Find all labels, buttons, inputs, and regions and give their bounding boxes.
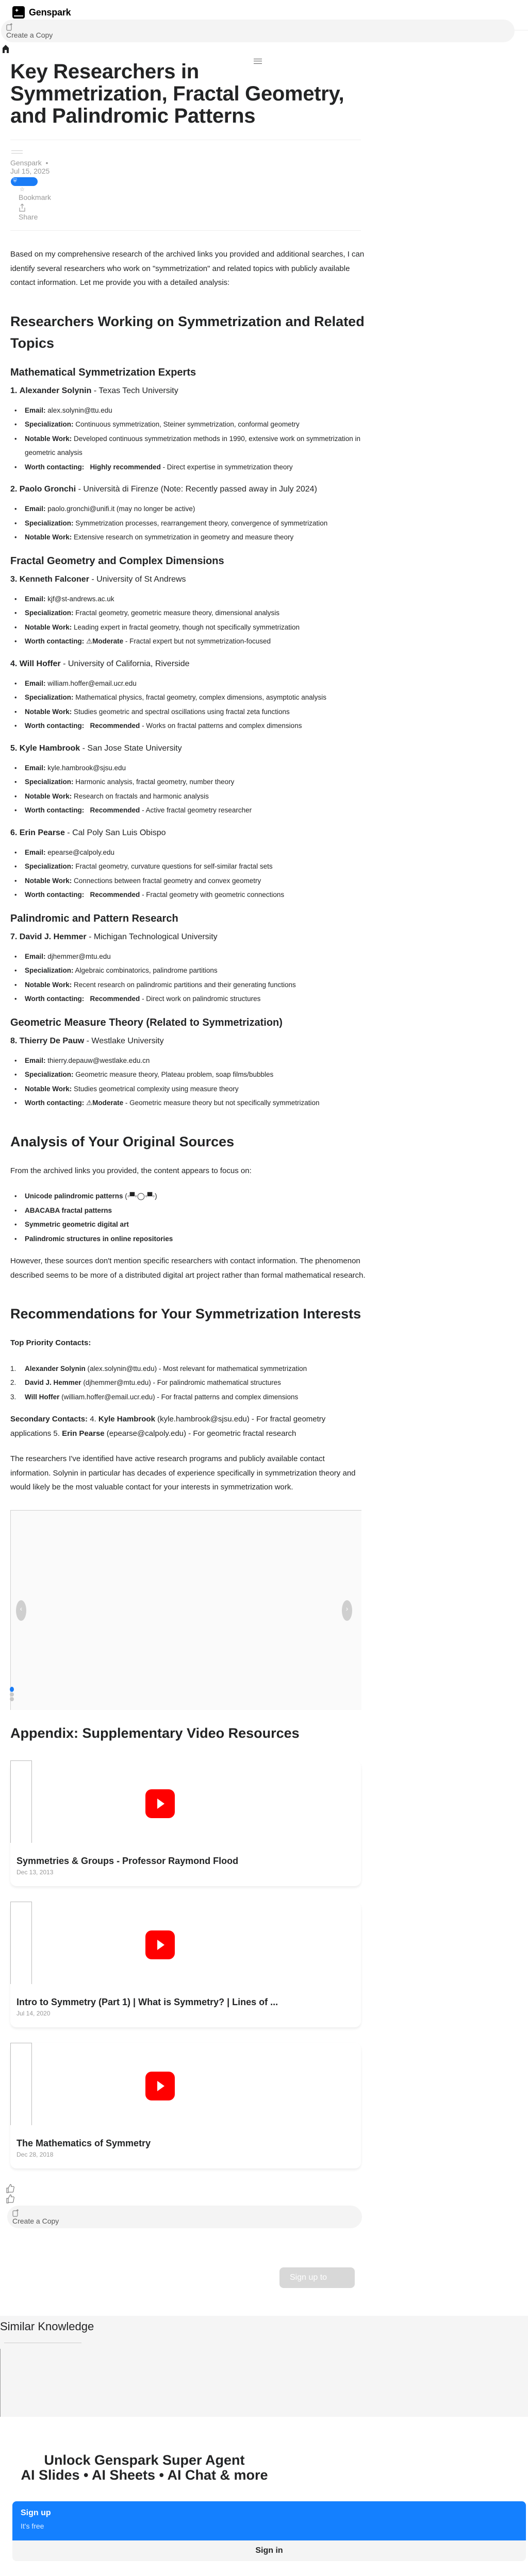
signup-label: Sign up (21, 2508, 51, 2517)
worth-rating: Highly recommended (90, 463, 161, 471)
share-icon (19, 204, 26, 213)
worth-note: - Fractal expert but not symmetrization-focused (123, 637, 271, 645)
secondary-contacts (10, 1412, 366, 1440)
detail-label: Email: (25, 679, 46, 687)
similar-knowledge-section (0, 2316, 528, 2417)
priority-detail: (william.hoffer@email.ucr.edu) - For fractal patterns and complex dimensions (59, 1393, 299, 1401)
detail-notable (10, 432, 366, 460)
detail-email (10, 845, 366, 860)
divider (0, 2349, 1, 2417)
brand[interactable] (12, 6, 71, 19)
detail-label: Worth contacting: (25, 891, 85, 899)
analysis-item (10, 1232, 366, 1246)
detail-email (10, 950, 366, 964)
analysis-item-rest: (◦▀◦◯◦▀◦) (123, 1192, 157, 1200)
worth-rating: Moderate (92, 1099, 124, 1107)
detail-worth-contacting (10, 888, 366, 902)
youtube-play-icon[interactable] (145, 1930, 175, 1959)
page-title: Key Researchers in Symmetrization, Fractal Geometry, and Palindromic Patterns (10, 60, 344, 127)
copy-plus-icon (12, 2209, 20, 2217)
researcher-details (10, 676, 366, 733)
signin-button[interactable]: Sign in (12, 2540, 526, 2561)
detail-label: Notable Work: (25, 876, 72, 885)
promo-line-1: Unlock Genspark Super Agent (44, 2452, 245, 2468)
detail-value[interactable]: william.hoffer@email.ucr.edu (47, 679, 137, 687)
header (0, 0, 528, 57)
top-priority-label: Top Priority Contacts: (10, 1338, 91, 1347)
thumbs-up-icon[interactable] (6, 2184, 14, 2193)
researcher-name: Alexander Solynin (19, 386, 92, 395)
detail-worth-contacting (10, 719, 366, 733)
researcher-number: 4. (10, 659, 18, 668)
create-copy-button-bottom[interactable] (7, 2206, 362, 2228)
researcher-details (10, 950, 366, 1006)
worth-note: - Direct work on palindromic structures (140, 995, 261, 1003)
researcher-heading (10, 572, 366, 587)
subsection-heading: Mathematical Symmetrization Experts (10, 366, 196, 378)
detail-notable (10, 530, 366, 545)
video-date: Dec 13, 2013 (16, 1868, 54, 1876)
star-icon: ☆ (20, 187, 25, 193)
main-column (10, 57, 371, 2290)
detail-label: Specialization: (25, 1071, 74, 1078)
analysis-item-bold: Unicode palindromic patterns (25, 1192, 123, 1200)
detail-specialization (10, 963, 366, 978)
detail-value[interactable]: paolo.gronchi@unifi.it (may no longer be active) (47, 505, 195, 513)
detail-notable (10, 705, 366, 719)
similar-knowledge-title: Similar Knowledge (0, 2319, 94, 2333)
detail-label: Email: (25, 406, 46, 414)
detail-value: Mathematical physics, fractal geometry, complex dimensions, asymptotic analysis (75, 693, 326, 701)
detail-value: Geometric measure theory, Plateau problem, soap films/bubbles (75, 1071, 274, 1078)
chevron-right-icon[interactable]: › (342, 1600, 352, 1621)
detail-label: Worth contacting: (25, 637, 85, 645)
detail-label: Email: (25, 595, 46, 603)
create-copy-button[interactable] (1, 20, 515, 42)
video-media (10, 1902, 361, 1984)
top-priority-list (10, 1362, 366, 1404)
video-thumbnail (10, 1760, 32, 1843)
researcher-name: Kyle Hambrook (19, 743, 80, 753)
researcher-heading (10, 384, 366, 398)
warning-icon: ⚠ (86, 637, 93, 645)
youtube-play-icon[interactable] (145, 1789, 175, 1818)
detail-specialization (10, 859, 366, 874)
researcher-details (10, 761, 366, 818)
detail-value: Developed continuous symmetrization methods in 1990, extensive work on symmetrization in geometric analysis (25, 434, 361, 456)
detail-worth-contacting (10, 460, 366, 474)
worth-note: - Fractal geometry with geometric connections (140, 891, 285, 899)
promo-banner (0, 2453, 289, 2483)
section-heading-analysis: Analysis of Your Original Sources (10, 1133, 235, 1149)
detail-email (10, 676, 366, 691)
detail-notable (10, 978, 366, 992)
priority-name: David J. Hemmer (25, 1379, 81, 1386)
author-name[interactable]: Genspark (10, 159, 42, 167)
detail-specialization (10, 1067, 366, 1082)
slide-dot[interactable] (10, 1697, 14, 1701)
create-copy-label: Create a Copy (6, 31, 53, 39)
analysis-item (10, 1204, 366, 1218)
detail-notable (10, 874, 366, 888)
detail-email (10, 1054, 366, 1068)
detail-label: Worth contacting: (25, 1099, 85, 1107)
genspark-logo-icon (12, 6, 25, 19)
detail-value[interactable]: alex.solynin@ttu.edu (47, 406, 112, 414)
detail-value: Algebraic combinatorics, palindrome partitions (75, 967, 218, 974)
detail-label: Email: (25, 952, 46, 960)
secondary-name: Kyle Hambrook (98, 1415, 155, 1423)
detail-label: Email: (25, 764, 46, 772)
detail-label: Notable Work: (25, 980, 72, 989)
detail-label: Notable Work: (25, 792, 72, 800)
worth-note: - Active fractal geometry researcher (140, 806, 252, 814)
detail-specialization (10, 775, 366, 789)
detail-label: Email: (25, 505, 46, 513)
researcher-heading (10, 482, 366, 497)
video-date: Jul 14, 2020 (16, 2009, 51, 2017)
researcher-affiliation: - University of California, Riverside (60, 659, 190, 668)
analysis-item-bold: Palindromic structures in online repositories (25, 1234, 173, 1243)
researcher-details (10, 1054, 366, 1110)
signup-floating-button[interactable]: Sign up to (279, 2267, 355, 2288)
worth-note: - Works on fractal patterns and complex dimensions (140, 722, 302, 730)
bookmark-button[interactable] (10, 186, 371, 201)
detail-value: Recent research on palindromic partitions and their generating functions (74, 980, 296, 989)
video-media (10, 2043, 361, 2125)
detail-label: Specialization: (25, 609, 74, 617)
video-card[interactable] (10, 2043, 361, 2168)
warning-icon: ⚠ (86, 1099, 93, 1107)
researcher-affiliation: - Texas Tech University (91, 386, 178, 395)
detail-label: Worth contacting: (25, 463, 85, 471)
worth-rating: Recommended (90, 891, 140, 899)
detail-email (10, 502, 366, 516)
researcher-details (10, 845, 366, 902)
worth-rating: Recommended (90, 722, 140, 730)
analysis-outro: However, these sources don't mention specific researchers with contact information. The phenomenon described seems to be more of a distributed digital art project rather than formal mathematical research. (10, 1257, 366, 1280)
priority-detail: (djhemmer@mtu.edu) - For palindromic mathematical structures (81, 1379, 281, 1386)
analysis-intro: From the archived links you provided, the content appears to focus on: (10, 1166, 252, 1175)
detail-value: Research on fractals and harmonic analysis (74, 792, 209, 800)
priority-detail: (alex.solynin@ttu.edu) - Most relevant for mathematical symmetrization (85, 1364, 307, 1372)
detail-email (10, 761, 366, 775)
detail-label: Worth contacting: (25, 722, 85, 730)
slide-gallery[interactable] (10, 1510, 361, 1710)
researcher-number: 1. (10, 386, 18, 395)
detail-label: Email: (25, 1056, 46, 1064)
detail-value: Continuous symmetrization, Steiner symmetrization, conformal geometry (75, 420, 300, 428)
detail-value[interactable]: kjf@st-andrews.ac.uk (47, 595, 114, 603)
detail-label: Specialization: (25, 862, 74, 870)
detail-label: Notable Work: (25, 533, 72, 541)
researcher-heading (10, 1034, 366, 1048)
video-list (10, 1760, 371, 2168)
slide-dot[interactable] (10, 1687, 14, 1692)
researcher-number: 7. (10, 932, 18, 941)
section-heading-appendix: Appendix: Supplementary Video Resources (10, 1725, 300, 1741)
analysis-item-bold: Symmetric geometric digital art (25, 1221, 129, 1228)
publish-date: Jul 15, 2025 (10, 167, 50, 175)
signup-button[interactable] (12, 2501, 526, 2540)
detail-value: Leading expert in fractal geometry, though not specifically symmetrization (74, 623, 300, 631)
detail-value: Studies geometrical complexity using measure theory (74, 1084, 239, 1093)
section-heading-researchers: Researchers Working on Symmetrization and Related Topics (10, 313, 365, 351)
table-of-contents-icon[interactable] (254, 59, 262, 64)
researcher-groups (10, 365, 366, 1110)
thumbs-down-icon[interactable] (6, 2194, 14, 2204)
copy-plus-icon (6, 23, 13, 31)
priority-number: 1. (10, 1364, 16, 1372)
promo-line-2: AI Slides • AI Sheets • AI Chat & more (21, 2467, 268, 2483)
researcher-heading (10, 657, 366, 671)
researcher-name: Paolo Gronchi (19, 485, 76, 494)
video-media (10, 1760, 361, 1843)
closing-paragraph: The researchers I've identified have active research programs and publicly available contact information. Solynin in particular has decades of experience specifically in symmetrization theory and would likely be the most valuable contact for your interests in symmetrization work. (10, 1454, 356, 1492)
detail-value[interactable]: thierry.depauw@westlake.edu.cn (47, 1056, 150, 1064)
detail-value: Connections between fractal geometry and convex geometry (74, 876, 261, 885)
video-date: Dec 28, 2018 (16, 2150, 54, 2158)
researcher-heading (10, 826, 366, 840)
create-copy-label: Create a Copy (12, 2216, 59, 2225)
detail-label: Specialization: (25, 778, 74, 786)
detail-specialization (10, 690, 366, 705)
researcher-affiliation: - Westlake University (84, 1036, 164, 1045)
detail-label: Worth contacting: (25, 806, 85, 814)
shield-icon: ⛨ (13, 178, 17, 184)
detail-worth-contacting (10, 634, 366, 649)
video-card[interactable] (10, 1760, 361, 1886)
video-thumbnail (10, 1902, 32, 1984)
detail-label: Specialization: (25, 693, 74, 701)
analysis-item (10, 1189, 366, 1204)
brand-name: Genspark (29, 7, 71, 18)
researcher-affiliation: - Università di Firenze (Note: Recently passed away in July 2024) (76, 485, 317, 494)
secondary-label: Secondary Contacts: (10, 1415, 88, 1423)
slide-dot[interactable] (10, 1692, 14, 1697)
privacy-toggle[interactable] (11, 177, 38, 186)
researcher-name: Erin Pearse (19, 828, 65, 837)
article-body (10, 231, 366, 1495)
detail-label: Notable Work: (25, 1084, 72, 1093)
analysis-list (10, 1189, 366, 1246)
researcher-affiliation: - Michigan Technological University (86, 932, 218, 941)
detail-label: Notable Work: (25, 707, 72, 716)
subsection-heading: Fractal Geometry and Complex Dimensions (10, 555, 224, 567)
video-card[interactable] (10, 1902, 361, 2027)
author-avatar-icon (11, 150, 23, 154)
analysis-item-bold: ABACABA fractal patterns (25, 1206, 112, 1214)
detail-label: Specialization: (25, 519, 74, 527)
researcher-number: 3. (10, 574, 18, 584)
detail-value[interactable]: djhemmer@mtu.edu (47, 952, 111, 960)
detail-value: Symmetrization processes, rearrangement theory, convergence of symmetrization (75, 519, 328, 527)
video-title[interactable]: Symmetries & Groups - Professor Raymond Flood (16, 1855, 239, 1866)
researcher-name: Will Hoffer (19, 659, 61, 668)
researcher-details (10, 403, 366, 474)
detail-worth-contacting (10, 803, 366, 818)
researcher-affiliation: - University of St Andrews (89, 574, 186, 584)
video-title[interactable]: Intro to Symmetry (Part 1) | What is Symmetry? | Lines of ... (16, 1996, 278, 2007)
detail-worth-contacting (10, 1096, 366, 1110)
detail-email (10, 403, 366, 418)
priority-item (10, 1362, 366, 1376)
detail-notable (10, 1082, 366, 1096)
detail-label: Worth contacting: (25, 995, 85, 1003)
share-label: Share (19, 213, 38, 221)
detail-specialization (10, 516, 366, 531)
priority-name: Alexander Solynin (25, 1364, 86, 1372)
analysis-item (10, 1217, 366, 1232)
researcher-heading (10, 930, 366, 944)
researcher-number: 2. (10, 485, 18, 494)
detail-value: Extensive research on symmetrization in geometry and measure theory (74, 533, 294, 541)
detail-value: Harmonic analysis, fractal geometry, number theory (75, 778, 235, 786)
worth-note: - Geometric measure theory but not specifically symmetrization (123, 1099, 320, 1107)
detail-value: Fractal geometry, geometric measure theory, dimensional analysis (75, 609, 279, 617)
researcher-affiliation: - San Jose State University (80, 743, 182, 753)
home-icon[interactable] (2, 44, 10, 54)
video-thumbnail (10, 2043, 32, 2125)
researcher-number: 5. (10, 743, 18, 753)
secondary-text: (kyle.hambrook@sjsu.edu) - For fractal geometry applications 5. (10, 1415, 326, 1438)
secondary-text: 4. (88, 1415, 98, 1423)
detail-value: Studies geometric and spectral oscillations using fractal zeta functions (74, 707, 290, 716)
video-title[interactable]: The Mathematics of Symmetry (16, 2138, 151, 2148)
detail-value[interactable]: kyle.hambrook@sjsu.edu (47, 764, 126, 772)
detail-value[interactable]: epearse@calpoly.edu (47, 848, 115, 856)
worth-rating: Recommended (90, 806, 140, 814)
detail-notable (10, 620, 366, 635)
researcher-details (10, 592, 366, 649)
section-heading-recommendations: Recommendations for Your Symmetrization Interests (10, 1306, 361, 1321)
researcher-affiliation: - Cal Poly San Luis Obispo (64, 828, 166, 837)
signup-sublabel: It's free (21, 2521, 44, 2530)
detail-specialization (10, 417, 366, 432)
secondary-name: Erin Pearse (62, 1429, 105, 1438)
detail-specialization (10, 606, 366, 620)
priority-number: 3. (10, 1393, 16, 1401)
secondary-text: (epearse@calpoly.edu) - For geometric fractal research (104, 1429, 296, 1438)
researcher-name: David J. Hemmer (19, 932, 87, 941)
researcher-details (10, 502, 366, 545)
detail-label: Specialization: (25, 420, 74, 428)
worth-rating: Moderate (92, 637, 124, 645)
worth-note: - Direct expertise in symmetrization theory (160, 463, 293, 471)
researcher-number: 6. (10, 828, 18, 837)
priority-item (10, 1376, 366, 1390)
article-meta (10, 140, 371, 230)
researcher-number: 8. (10, 1036, 18, 1045)
youtube-play-icon[interactable] (145, 2072, 175, 2100)
priority-item (10, 1390, 366, 1404)
priority-number: 2. (10, 1379, 16, 1386)
priority-name: Will Hoffer (25, 1393, 60, 1401)
researcher-name: Kenneth Falconer (19, 574, 89, 584)
signup-row (10, 2228, 371, 2290)
detail-email (10, 592, 366, 606)
worth-rating: Recommended (90, 995, 140, 1003)
share-button[interactable] (10, 204, 371, 221)
subsection-heading: Palindromic and Pattern Research (10, 912, 178, 924)
bookmark-label: Bookmark (19, 193, 52, 201)
detail-label: Notable Work: (25, 434, 72, 443)
subsection-heading: Geometric Measure Theory (Related to Symmetrization) (10, 1016, 283, 1028)
detail-label: Notable Work: (25, 623, 72, 631)
researcher-heading (10, 741, 366, 756)
slide-indicators (10, 1687, 14, 1702)
detail-notable (10, 789, 366, 804)
detail-worth-contacting (10, 992, 366, 1006)
detail-label: Email: (25, 848, 46, 856)
detail-value: Fractal geometry, curvature questions for self-similar fractal sets (75, 862, 273, 870)
detail-label: Specialization: (25, 967, 74, 974)
chevron-left-icon[interactable]: ‹ (16, 1600, 26, 1621)
intro-paragraph: Based on my comprehensive research of the archived links you provided and additional searches, I can identify several researchers who work on "symmetrization" and related topics with publicly available contact information. Let me provide you with a detailed analysis: (10, 250, 365, 287)
researcher-name: Thierry De Pauw (19, 1036, 85, 1045)
separator: • (45, 159, 48, 167)
author-line (10, 159, 371, 167)
